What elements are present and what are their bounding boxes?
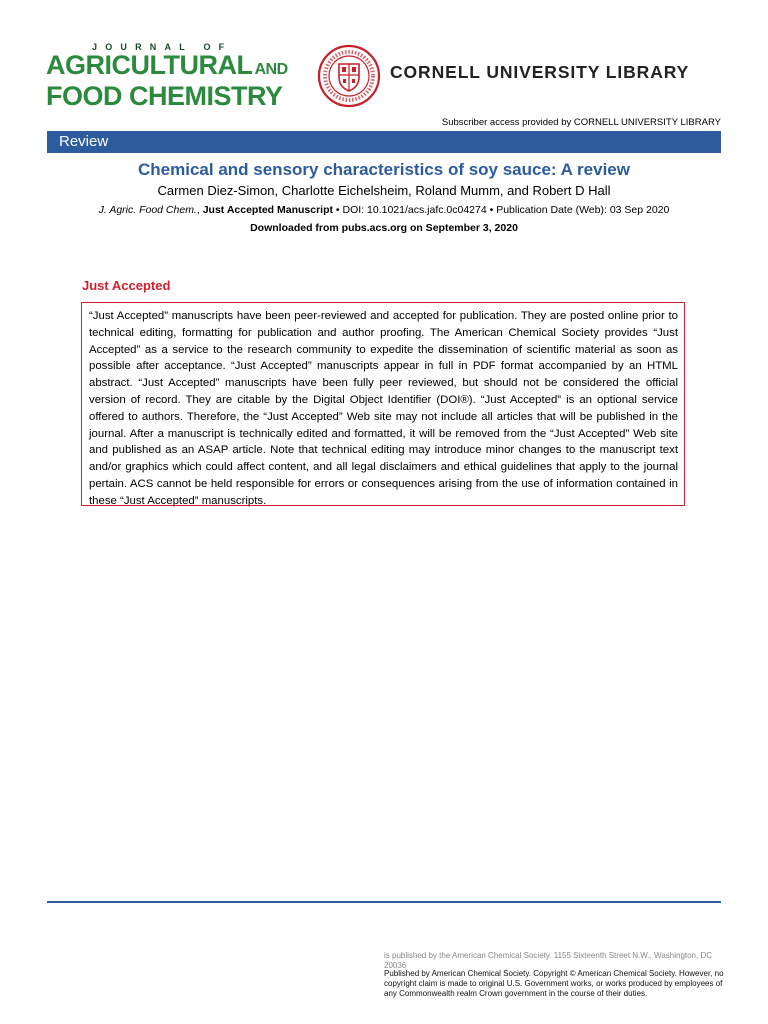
- copyright-notice: Published by American Chemical Society. Copyright © American Chemical Society. However, no copyright claim is made to original U.S. Government works, or works produced by employees of any Commonwealth realm Crown government in the course of their duties.: [384, 969, 724, 998]
- journal-logo-line1: [46, 52, 296, 83]
- library-name: CORNELL UNIVERSITY LIBRARY: [390, 62, 690, 82]
- footer-divider: [47, 901, 721, 903]
- citation-doi-date: • DOI: 10.1021/acs.jafc.0c04274 • Publication Date (Web): 03 Sep 2020: [333, 204, 670, 216]
- section-label: Review: [59, 133, 109, 150]
- publisher-address: is published by the American Chemical Society. 1155 Sixteenth Street N.W., Washington, DC 20036: [384, 951, 713, 970]
- citation-line: [0, 204, 768, 216]
- section-bar: [47, 131, 721, 153]
- journal-logo-and: AND: [254, 61, 288, 78]
- citation-separator: ,: [196, 204, 203, 216]
- article-authors: Carmen Diez-Simon, Charlotte Eichelsheim, Roland Mumm, and Robert D Hall: [157, 183, 611, 198]
- journal-logo: [46, 42, 296, 109]
- journal-logo-agricultural: AGRICULTURAL: [46, 50, 253, 80]
- citation-status: Just Accepted Manuscript: [202, 204, 334, 216]
- just-accepted-heading: Just Accepted: [82, 278, 171, 293]
- article-title[interactable]: Chemical and sensory characteristics of soy sauce: A review: [138, 160, 630, 179]
- subscriber-access: Subscriber access provided by CORNELL UNIVERSITY LIBRARY: [441, 117, 721, 128]
- just-accepted-text: “Just Accepted” manuscripts have been peer-reviewed and accepted for publication. They are posted online prior to technical editing, formatting for publication and author proofing. The American Chemical Society provides “Just Accepted” as a service to the research community to expedite the dissemination of scientific material as soon as possible after acceptance. “Just Accepted” manuscripts appear in full in PDF format accompanied by an HTML abstract. “Just Accepted” manuscripts have been fully peer reviewed, but should not be considered the official version of record. They are citable by the Digital Object Identifier (DOI®). “Just Accepted” is an optional service offered to authors. Therefore, the “Just Accepted” Web site may not include all articles that will be published in the journal. After a manuscript is technically edited and formatted, it will be removed from the “Just Accepted” Web site and published as an ASAP article. Note that technical editing may introduce minor changes to the manuscript text and/or graphics which could affect content, and all legal disclaimers and ethical guidelines that apply to the journal pertain. ACS cannot be held responsible for errors or consequences arising from the use of information contained in these “Just Accepted” manuscripts.: [89, 310, 678, 507]
- downloaded-notice: Downloaded from pubs.acs.org on September 3, 2020: [250, 222, 518, 234]
- journal-logo-top: JOURNAL OF: [92, 42, 233, 52]
- journal-logo-line2: FOOD CHEMISTRY: [46, 81, 283, 111]
- cornell-seal-icon: [317, 44, 381, 108]
- citation-journal: J. Agric. Food Chem.: [98, 204, 197, 216]
- just-accepted-box: [81, 302, 685, 506]
